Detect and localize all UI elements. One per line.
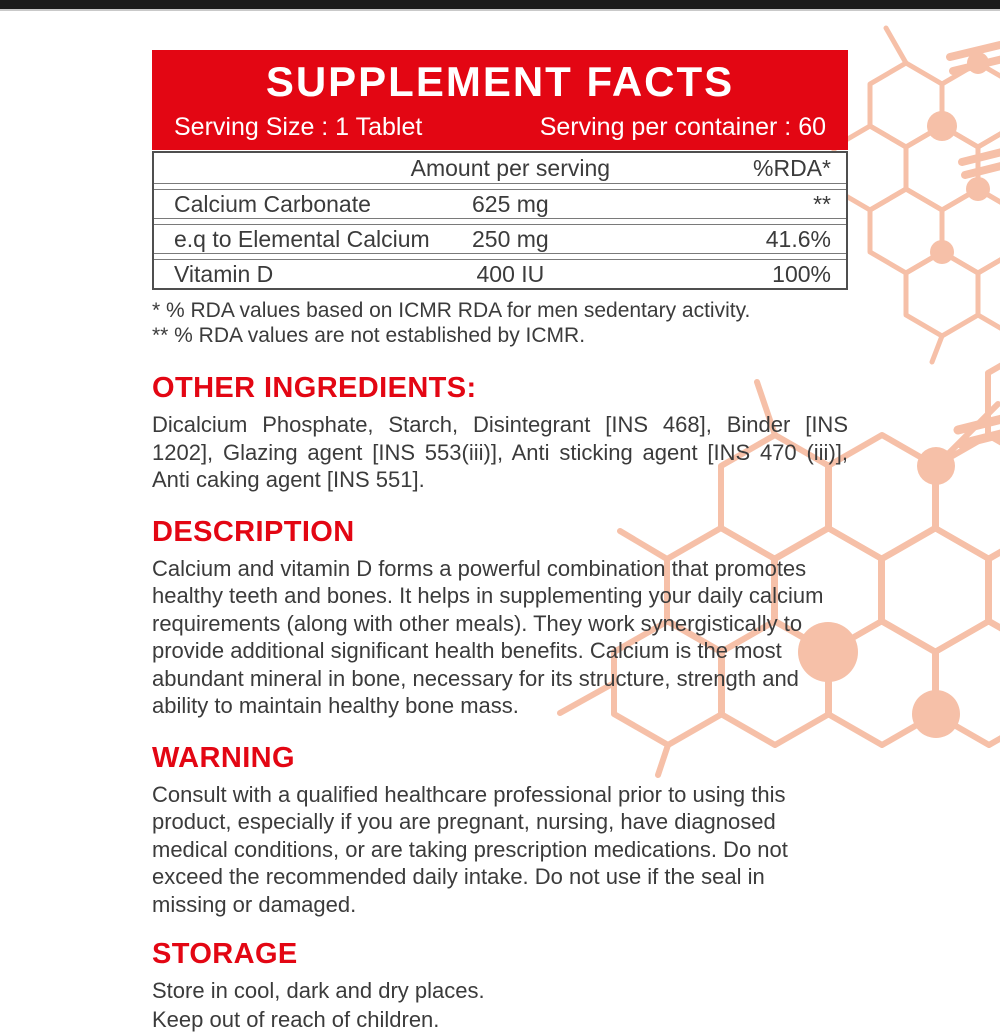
footnote-line: * % RDA values based on ICMR RDA for men sedentary activity. xyxy=(152,299,751,322)
supplement-facts-title: SUPPLEMENT FACTS xyxy=(265,58,735,105)
table-row xyxy=(154,190,846,218)
table-row xyxy=(154,225,846,253)
nutrient-name: Vitamin D xyxy=(174,260,274,287)
description-body: Calcium and vitamin D forms a powerful combination that promotes healthy teeth and bones. It helps in supplementing your daily calcium requirements (along with other meals). They work synergistically to provide additional significant health benefits. Calcium is the most abundant mineral in bone, necessary for its structure, strength and ability to maintain healthy bone mass. xyxy=(152,555,824,719)
label-content xyxy=(152,50,848,1035)
header-amount-per-serving: Amount per serving xyxy=(410,154,611,181)
section-storage xyxy=(152,940,848,1034)
section-other-ingredients xyxy=(152,374,848,494)
rda-footnotes xyxy=(152,298,848,348)
supplement-facts-table xyxy=(152,151,848,290)
supplement-facts-banner xyxy=(152,50,848,150)
serving-info-row xyxy=(152,103,848,142)
table-header-row xyxy=(154,153,846,183)
storage-line: Keep out of reach of children. xyxy=(152,1006,440,1032)
storage-line: Store in cool, dark and dry places. xyxy=(152,978,485,1004)
nutrient-name: e.q to Elemental Calcium xyxy=(174,225,430,252)
warning-body: Consult with a qualified healthcare professional prior to using this product, especially if you are pregnant, nursing, have diagnosed medical conditions, or are taking prescription medications. Do not exceed the recommended daily intake. Do not use if the seal in missing or damaged. xyxy=(152,781,788,917)
nutrient-name: Calcium Carbonate xyxy=(174,190,371,217)
other-ingredients-title: OTHER INGREDIENTS: xyxy=(152,372,477,405)
nutrient-amount: 625 mg xyxy=(472,190,549,217)
footnote-line: ** % RDA values are not established by ICMR. xyxy=(152,324,586,348)
serving-size-text: Serving Size : 1 Tablet xyxy=(174,113,423,141)
nutrient-rda: ** xyxy=(813,190,831,217)
table-row-separator xyxy=(154,253,846,260)
description-title: DESCRIPTION xyxy=(152,515,355,548)
nutrient-rda: 100% xyxy=(772,260,831,287)
nutrient-amount: 400 IU xyxy=(476,260,545,287)
header-rda: %RDA* xyxy=(753,154,831,181)
nutrient-rda: 41.6% xyxy=(765,225,831,252)
table-row-separator xyxy=(154,218,846,225)
other-ingredients-body: Dicalcium Phosphate, Starch, Disintegrant [INS 468], Binder [INS 1202], Glazing agent [INS 553(iii)], Anti sticking agent [INS 470 (iii)], Anti caking agent [INS 551]. xyxy=(152,412,848,493)
warning-title: WARNING xyxy=(152,741,295,774)
storage-title: STORAGE xyxy=(152,938,298,971)
table-row xyxy=(154,260,846,288)
table-row-separator xyxy=(154,183,846,190)
serving-per-container-text: Serving per container : 60 xyxy=(539,113,826,141)
section-warning xyxy=(152,741,848,919)
section-description xyxy=(152,515,848,720)
nutrient-amount: 250 mg xyxy=(472,225,549,252)
